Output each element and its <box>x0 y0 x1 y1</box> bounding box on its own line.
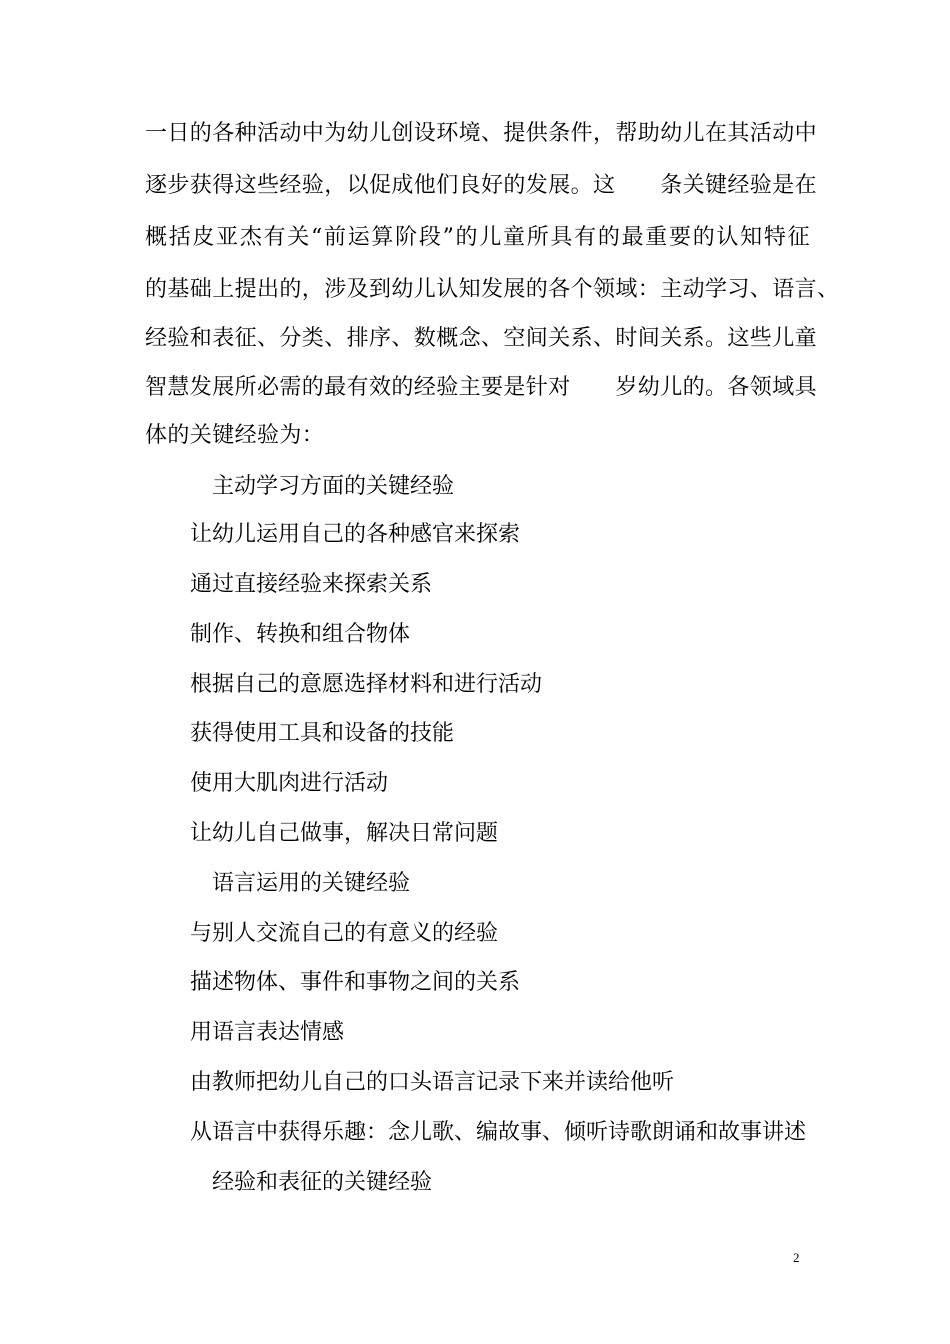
paragraph-line: 的基础上提出的，涉及到幼儿认知发展的各个领域：主动学习、语言、 <box>145 277 840 302</box>
list-item: 与别人交流自己的有意义的经验 <box>190 921 499 946</box>
list-item: 让幼儿自己做事，解决日常问题 <box>190 821 499 846</box>
list-item: 获得使用工具和设备的技能 <box>190 721 455 746</box>
list-item: 描述物体、事件和事物之间的关系 <box>190 970 521 995</box>
paragraph-line: 体的关键经验为： <box>145 423 325 448</box>
section-heading: 语言运用的关键经验 <box>212 871 411 896</box>
paragraph-line: 一日的各种活动中为幼儿创设环境、提供条件，帮助幼儿在其活动中 <box>145 121 818 146</box>
list-item: 使用大肌肉进行活动 <box>190 771 389 796</box>
list-item: 用语言表达情感 <box>190 1020 345 1045</box>
paragraph-line: 逐步获得这些经验，以促成他们良好的发展。这 条关键经验是在 <box>145 173 818 198</box>
list-item: 制作、转换和组合物体 <box>190 622 411 647</box>
list-item: 通过直接经验来探索关系 <box>190 572 433 597</box>
section-heading: 主动学习方面的关键经验 <box>212 474 455 499</box>
list-item: 从语言中获得乐趣：念儿歌、编故事、倾听诗歌朗诵和故事讲述 <box>190 1120 807 1145</box>
list-item: 根据自己的意愿选择材料和进行活动 <box>190 672 543 697</box>
list-item: 由教师把幼儿自己的口头语言记录下来并读给他听 <box>190 1070 675 1095</box>
list-item: 让幼儿运用自己的各种感官来探索 <box>190 522 521 547</box>
paragraph-line: 概括皮亚杰有关“前运算阶段”的儿童所具有的最重要的认知特征 <box>145 225 810 250</box>
paragraph-line: 经验和表征、分类、排序、数概念、空间关系、时间关系。这些儿童 <box>145 326 818 351</box>
section-heading: 经验和表征的关键经验 <box>212 1170 433 1195</box>
paragraph-line: 智慧发展所必需的最有效的经验主要是针对 岁幼儿的。各领域具 <box>145 375 818 400</box>
page-number: 2 <box>793 1250 800 1265</box>
